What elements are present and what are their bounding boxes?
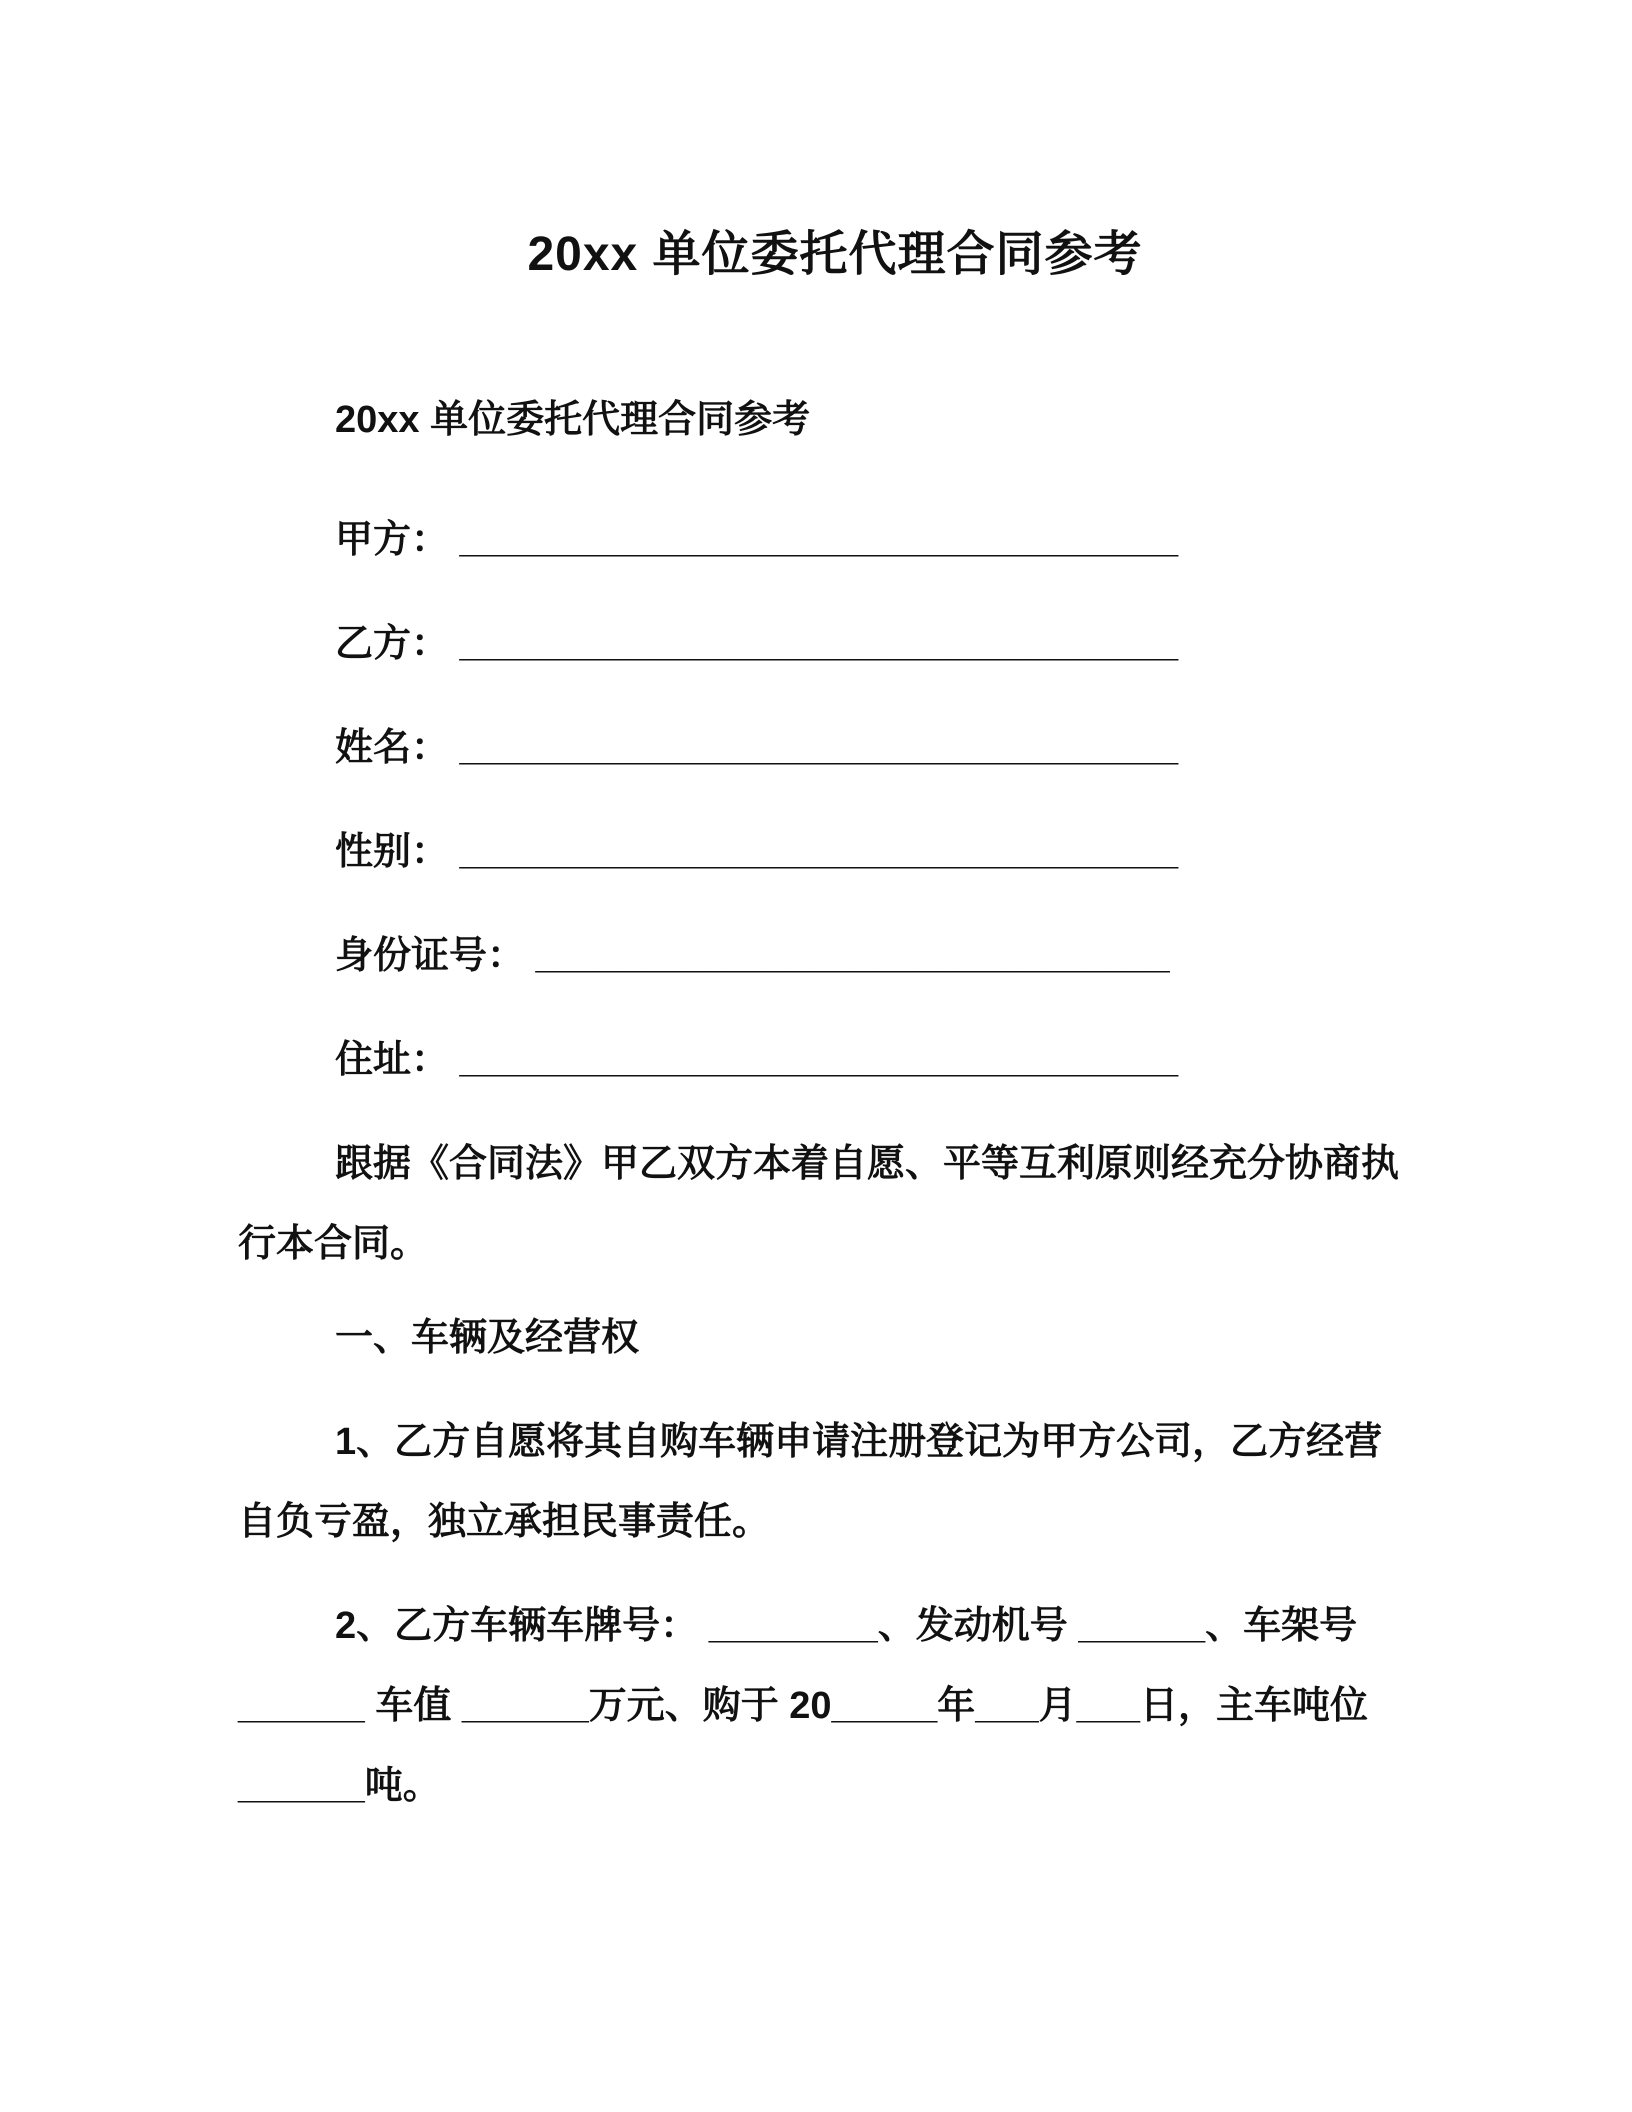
preamble-line-2: 行本合同。 <box>238 1223 429 1265</box>
paragraph-id-number <box>238 916 1432 996</box>
paragraph-preamble <box>238 1124 1432 1284</box>
paragraph-name <box>238 708 1432 788</box>
clause-1-line-2: 自负亏盈，独立承担民事责任。 <box>238 1501 771 1543</box>
id-number-field-line: 身份证号： ______________________________ <box>335 935 1170 977</box>
paragraph-party-a <box>238 500 1432 580</box>
address-field-line: 住址： __________________________________ <box>335 1039 1179 1081</box>
name-field-line: 姓名： __________________________________ <box>335 727 1179 769</box>
paragraph-address <box>238 1020 1432 1100</box>
party-a-field-line: 甲方： __________________________________ <box>335 519 1179 561</box>
paragraph-party-b <box>238 604 1432 684</box>
paragraph-section-1-heading <box>238 1298 1432 1378</box>
paragraph-gender <box>238 812 1432 892</box>
paragraph-clause-2 <box>238 1586 1432 1826</box>
clause-2-line-3: ______吨。 <box>238 1765 441 1807</box>
preamble-line-1: 跟据《合同法》甲乙双方本着自愿、平等互利原则经充分协商执 <box>335 1143 1400 1185</box>
section-1-heading-line: 一、车辆及经营权 <box>335 1317 640 1359</box>
clause-2-line-2: ______ 车值 ______万元、购于 20_____年___月___日，主车吨位 <box>238 1685 1369 1727</box>
paragraph-clause-1 <box>238 1402 1432 1562</box>
subtitle-line: 20xx 单位委托代理合同参考 <box>335 399 811 441</box>
paragraph-subtitle <box>238 380 1432 460</box>
clause-2-line-1: 2、乙方车辆车牌号： ________、发动机号 ______、车架号 <box>335 1605 1358 1647</box>
gender-field-line: 性别： __________________________________ <box>335 831 1179 873</box>
party-b-field-line: 乙方： __________________________________ <box>335 623 1179 665</box>
clause-1-line-1: 1、乙方自愿将其自购车辆申请注册登记为甲方公司，乙方经营 <box>335 1421 1383 1463</box>
document-title: 20xx 单位委托代理合同参考 <box>527 228 1143 281</box>
